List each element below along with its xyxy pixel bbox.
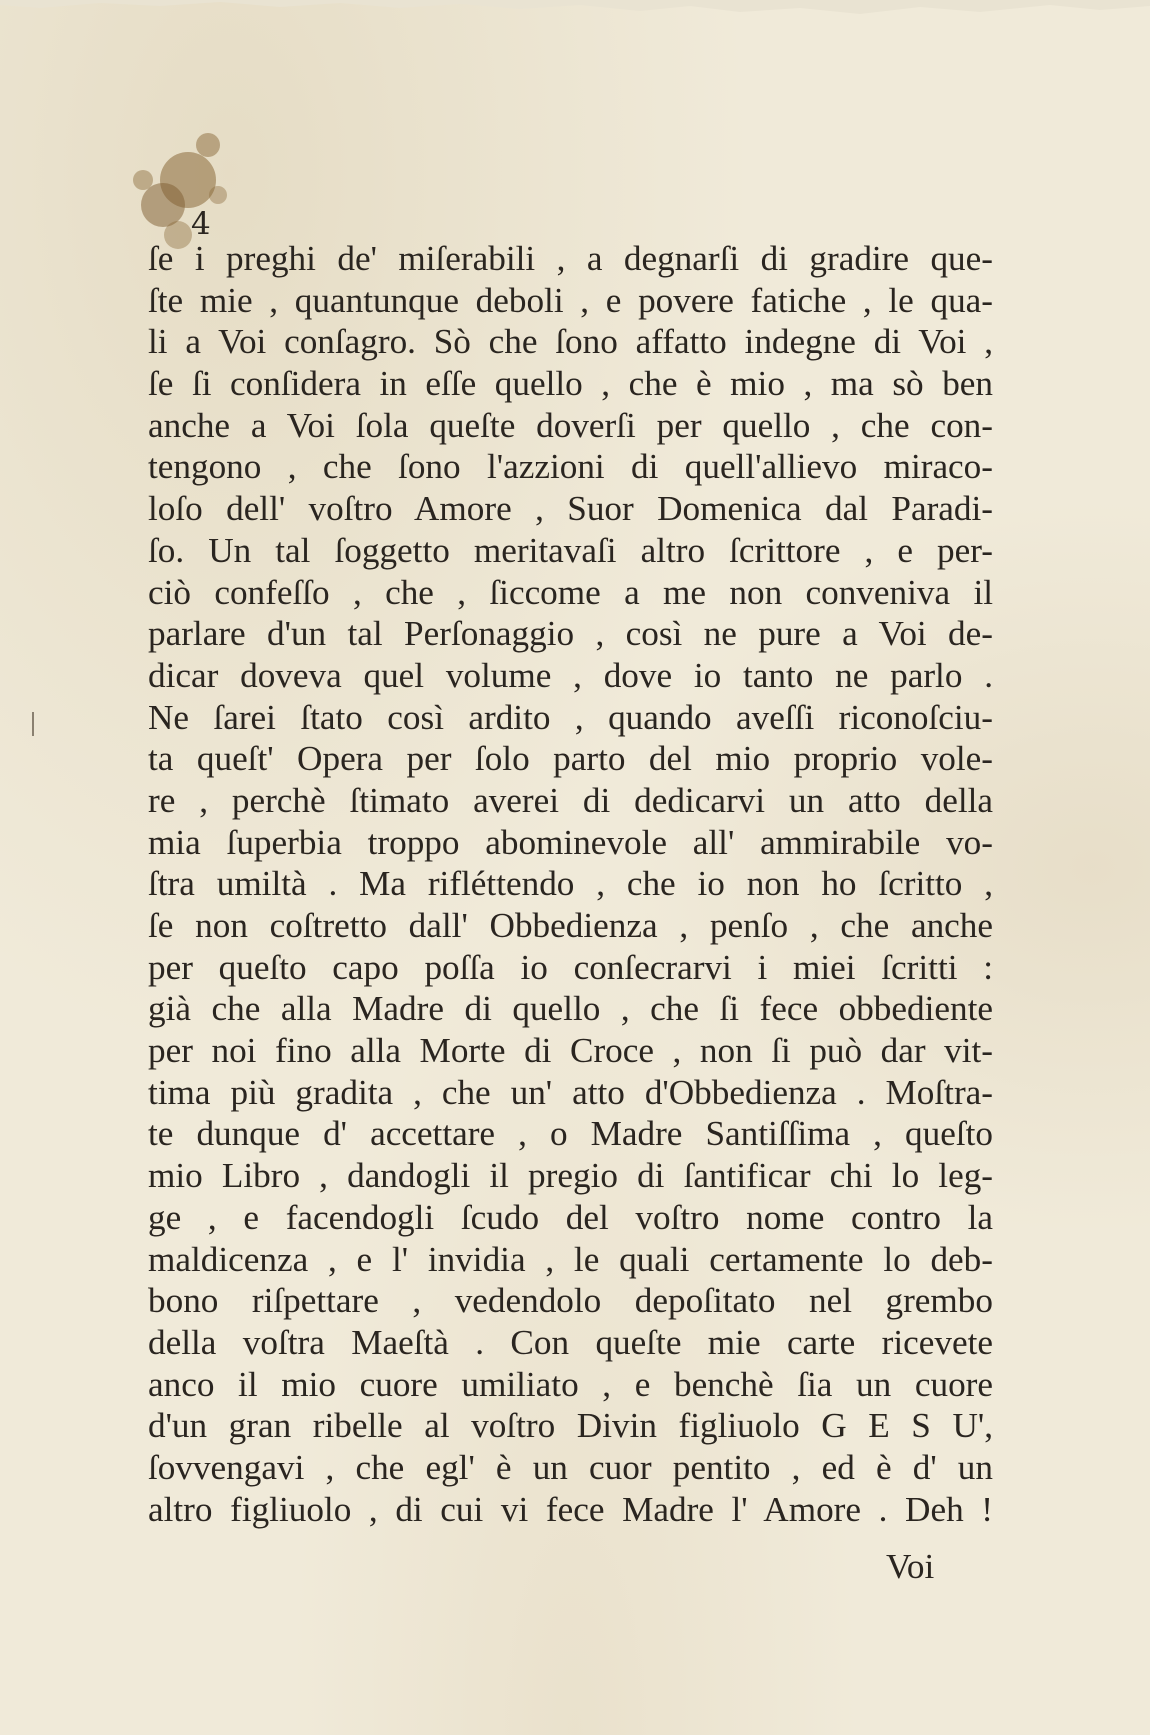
body-text	[148, 238, 993, 1530]
text-line: per noi fino alla Morte di Croce , non ſi può dar vit-	[148, 1031, 993, 1071]
text-line: Ne ſarei ſtato così ardito , quando aveſſi riconoſciu-	[148, 697, 993, 737]
text-line: maldicenza , e l' invidia , le quali certamente lo deb-	[148, 1239, 993, 1279]
text-line: dicar doveva quel volume , dove io tanto ne parlo .	[148, 655, 993, 695]
text-line: per queſto capo poſſa io conſecrarvi i miei ſcritti :	[148, 947, 993, 987]
text-line: ſovvengavi , che egl' è un cuor pentito , ed è d' un	[148, 1447, 993, 1487]
text-line: parlare d'un tal Perſonaggio , così ne pure a Voi de-	[148, 614, 993, 654]
text-line: d'un gran ribelle al voſtro Divin figliuolo G E S U',	[148, 1406, 993, 1446]
text-line: te dunque d' accettare , o Madre Santiſſima , queſto	[148, 1114, 993, 1154]
text-line: bono riſpettare , vedendolo depoſitato nel grembo	[148, 1281, 993, 1321]
text-line: li a Voi conſagro. Sò che ſono affatto indegne di Voi ,	[148, 322, 993, 362]
text-line: mio Libro , dandogli il pregio di ſantificar chi lo leg-	[148, 1156, 993, 1196]
text-line: ſte mie , quantunque deboli , e povere fatiche , le qua-	[148, 280, 993, 320]
text-line: anco il mio cuore umiliato , e benchè ſia un cuore	[148, 1364, 993, 1404]
text-line: anche a Voi ſola queſte doverſi per quello , che con-	[148, 405, 993, 445]
torn-top-edge	[0, 0, 1150, 22]
text-line: ſe non coſtretto dall' Obbedienza , penſo , che anche	[148, 906, 993, 945]
text-line: mia ſuperbia troppo abominevole all' ammirabile vo-	[148, 822, 993, 862]
text-line: già che alla Madre di quello , che ſi fece obbediente	[148, 989, 993, 1029]
text-line: della voſtra Maeſtà . Con queſte mie carte ricevete	[148, 1322, 993, 1362]
text-line: ta queſt' Opera per ſolo parto del mio proprio vole-	[148, 739, 993, 779]
margin-mark	[32, 712, 34, 736]
text-line: tengono , che ſono l'azzioni di quell'allievo miraco-	[148, 447, 993, 487]
text-line: ſe i preghi de' miſerabili , a degnarſi di gradire que-	[148, 239, 993, 278]
text-line: altro figliuolo , di cui vi fece Madre l' Amore . Deh !	[148, 1489, 993, 1529]
catchword: Voi	[886, 1547, 935, 1586]
text-line: ſtra umiltà . Ma rifléttendo , che io non ho ſcritto ,	[148, 864, 993, 904]
text-line: tima più gradita , che un' atto d'Obbedienza . Moſtra-	[148, 1072, 993, 1112]
text-line: ſe ſi conſidera in eſſe quello , che è mio , ma sò ben	[148, 364, 993, 404]
text-line: ge , e facendogli ſcudo del voſtro nome contro la	[148, 1197, 993, 1237]
text-line: re , perchè ſtimato averei di dedicarvi un atto della	[148, 780, 993, 820]
page-number: 4	[191, 206, 211, 242]
text-line: ſo. Un tal ſoggetto meritavaſi altro ſcrittore , e per-	[148, 530, 993, 570]
text-line: ciò confeſſo , che , ſiccome a me non conveniva il	[148, 572, 993, 612]
text-line: loſo dell' voſtro Amore , Suor Domenica dal Paradi-	[148, 489, 993, 529]
